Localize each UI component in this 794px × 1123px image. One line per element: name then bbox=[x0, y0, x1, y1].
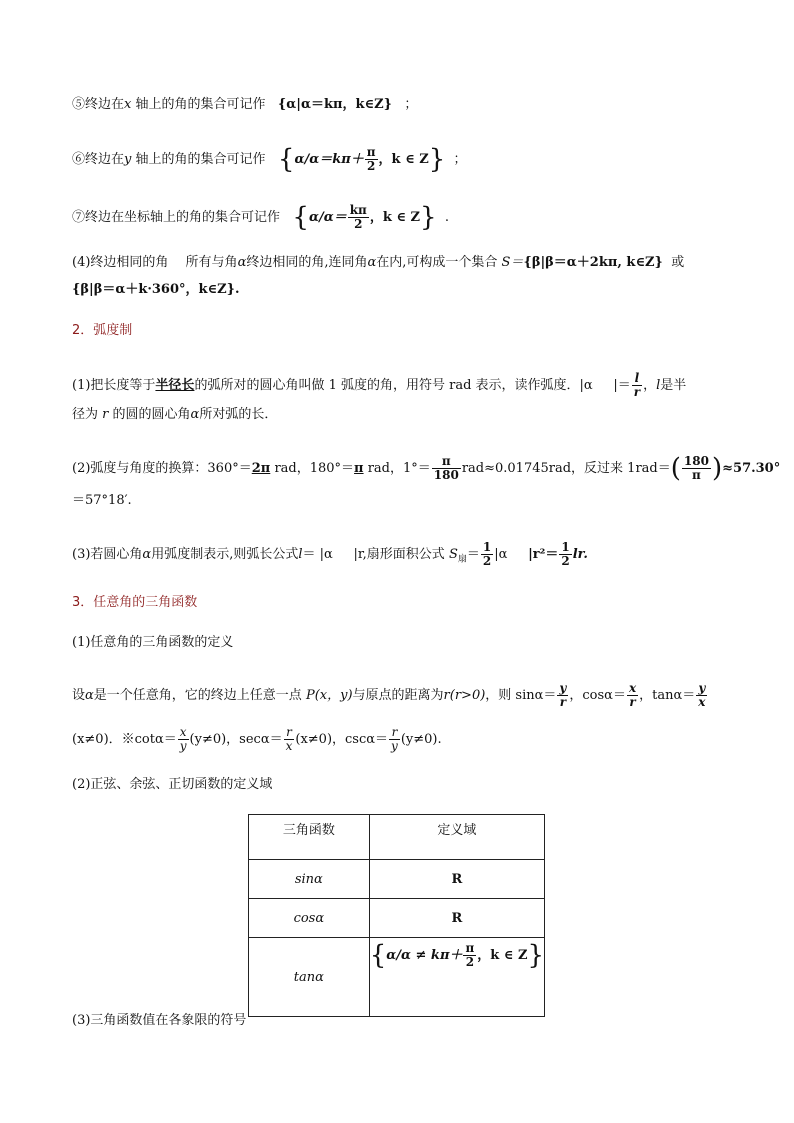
fraction: $\frac{x}{r}$ bbox=[628, 681, 637, 709]
table-cell: {α/α ≠ kπ＋ $\frac{\pi}{2}$ ，k ∈ Z} bbox=[369, 938, 544, 1017]
trig-def-line1: 设α是一个任意角，它的终边上任意一点 P(x，y)与原点的距离为r(r>0)，则 sinα＝ $\frac{y}{r}$ ，cosα＝ $\frac{x}{r}$ ，tanα＝ $\frac{y}{x}$ bbox=[72, 681, 706, 709]
fraction: $\frac{1}{2}$ bbox=[482, 540, 492, 568]
conversion-line1: (2)弧度与角度的换算：360°＝2π rad，180°＝π rad，1°＝ $\frac{\pi}{180}$ rad≈0.01745rad，反过来 1rad＝( $\frac{180}{\pi}$ )≈57.30° bbox=[72, 453, 781, 484]
fraction: $\frac{l}{r}$ bbox=[633, 371, 641, 399]
table-row bbox=[249, 860, 545, 899]
fraction: $\frac{1}{2}$ bbox=[561, 540, 570, 568]
conversion-line2: ＝57°18′. bbox=[72, 493, 132, 508]
trig-def-title: (1)任意角的三角函数的定义 bbox=[72, 635, 234, 650]
radian-def-line1: (1)把长度等于半径长的弧所对的圆心角叫做 1 弧度的角，用符号 rad 表示，读作弧度．|α |＝ $\frac{l}{r}$ ，l是半 bbox=[72, 371, 687, 399]
fraction: $\frac{\pi}{2}$ bbox=[465, 941, 475, 969]
fraction: $\frac{k\pi}{2}$ bbox=[349, 203, 367, 231]
domain-title: (2)正弦、余弦、正切函数的定义域 bbox=[72, 777, 273, 792]
section-heading-trig: 3．任意角的三角函数 bbox=[72, 595, 198, 610]
fraction: $\frac{r}{x}$ bbox=[285, 725, 293, 753]
item-7: ⑦终边在坐标轴上的角的集合可记作 {α/α＝ $\frac{k\pi}{2}$ ，k ∈ Z} . bbox=[72, 202, 449, 233]
set-x-axis: {α|α＝kπ，k∈Z} bbox=[277, 97, 393, 112]
table-header-row bbox=[249, 815, 545, 860]
arc-formula-line: (3)若圆心角α用弧度制表示,则弧长公式l＝ |α |r,扇形面积公式 $S_扇=$ $\frac{1}{2}$ |α |r²＝ $\frac{1}{2}$ lr. bbox=[72, 540, 588, 568]
fraction: $\frac{y}{r}$ bbox=[559, 681, 567, 709]
item-6: ⑥终边在y 轴上的角的集合可记作 {α/α＝kπ＋ $\frac{\pi}{2}$ ，k ∈ Z} ； bbox=[72, 144, 467, 175]
quadrant-sign-title: (3)三角函数值在各象限的符号 bbox=[72, 1013, 247, 1028]
fraction: $\frac{\pi}{180}$ bbox=[433, 454, 459, 482]
table-header-cell: 三角函数 bbox=[249, 815, 370, 860]
fraction: $\frac{r}{y}$ bbox=[391, 725, 398, 753]
radian-def-line2: 径为 r 的圆的圆心角α所对弧的长． bbox=[72, 407, 278, 422]
fraction: $\frac{\pi}{2}$ bbox=[366, 145, 376, 173]
section-heading-radian: 2．弧度制 bbox=[72, 323, 133, 338]
domain-table bbox=[248, 814, 545, 1017]
table-row bbox=[249, 899, 545, 938]
trig-def-line2: (x≠0)．※cotα＝ $\frac{x}{y}$ (y≠0)，secα＝ $\frac{r}{x}$ (x≠0)，cscα＝ $\frac{r}{y}$ (y≠0). bbox=[72, 725, 442, 753]
table-cell: R bbox=[369, 899, 544, 938]
table-cell: sinα bbox=[249, 860, 370, 899]
table-row bbox=[249, 938, 545, 1017]
table-cell: tanα bbox=[249, 938, 370, 1017]
coterminal-angles-line2: {β|β＝α＋k·360°，k∈Z}. bbox=[72, 282, 240, 297]
item-5: ⑤终边在x 轴上的角的集合可记作 {α|α＝kπ，k∈Z} ； bbox=[72, 97, 418, 112]
fraction: $\frac{180}{\pi}$ bbox=[683, 454, 709, 482]
coterminal-angles-line1: (4)终边相同的角 所有与角α终边相同的角,连同角α在内,可构成一个集合 S＝{β|β＝α＋2kπ, k∈Z} 或 bbox=[72, 255, 685, 270]
table-cell: R bbox=[369, 860, 544, 899]
table-cell: cosα bbox=[249, 899, 370, 938]
fraction: $\frac{x}{y}$ bbox=[179, 725, 187, 753]
table-header-cell: 定义域 bbox=[369, 815, 544, 860]
fraction: $\frac{y}{x}$ bbox=[698, 681, 706, 709]
